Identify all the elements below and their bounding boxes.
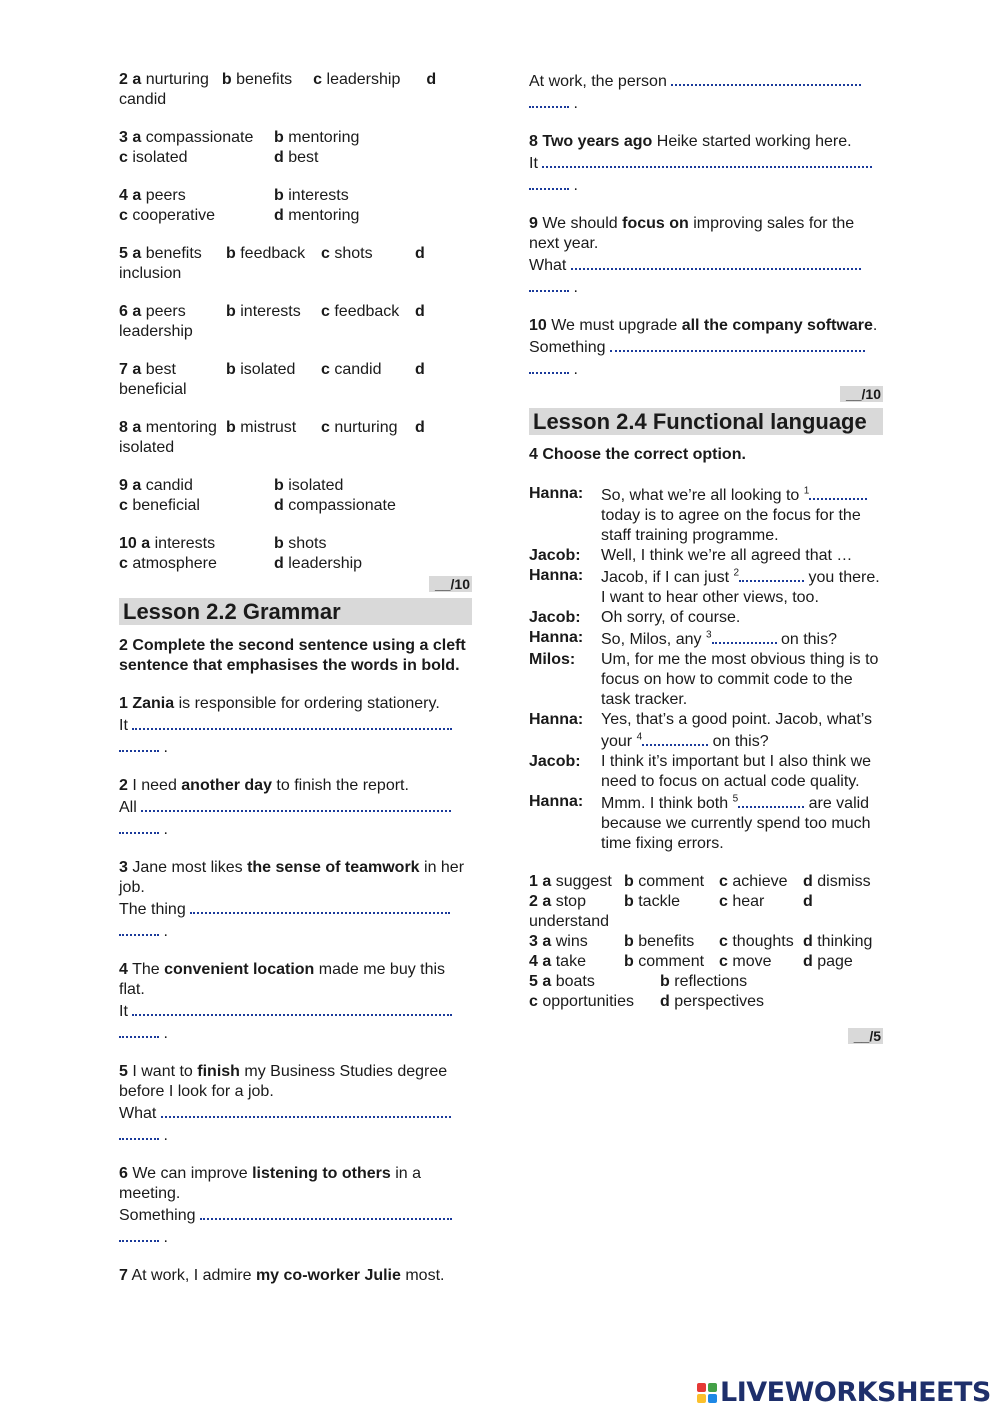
score-section-1: __/10 — [119, 574, 472, 594]
gap-2[interactable] — [739, 566, 804, 582]
speaker-label: Hanna: — [529, 567, 584, 584]
speaker-label: Jacob: — [529, 609, 581, 626]
speaker-label: Milos: — [529, 651, 576, 668]
grammar-item-7-answer: At work, the person . — [529, 70, 883, 114]
dialogue-line: Um, for me the most obvious thing is to focus on how to commit code to the task tracker. — [601, 651, 879, 708]
grammar-item-5: 5 I want to finish my Business Studies degree before I look for a job. What . — [119, 1062, 472, 1146]
vocab-item-4: 4 a peers b interests c cooperative d mentoring — [119, 187, 360, 224]
answer-blank-9-cont[interactable] — [529, 276, 569, 292]
option-row-5: 5 a boats b reflections — [529, 973, 748, 990]
grammar-item-4: 4 The convenient location made me buy this flat. It . — [119, 960, 472, 1044]
answer-blank-5[interactable] — [161, 1102, 451, 1118]
vocab-item-5: 5 a benefits b feedback c shots d inclusion — [119, 245, 425, 282]
dialogue-line: Oh sorry, of course. — [601, 609, 741, 626]
vocab-item-10: 10 a interests b shots c atmosphere d leadership — [119, 535, 363, 572]
answer-blank-9[interactable] — [571, 254, 861, 270]
speaker-label: Jacob: — [529, 753, 581, 770]
speaker-label: Hanna: — [529, 485, 584, 502]
right-column — [529, 70, 883, 1046]
grammar-item-9: 9 We should focus on improving sales for the next year. What . — [529, 214, 883, 298]
gap-3[interactable] — [712, 628, 777, 644]
score-section-2: __/10 — [529, 384, 883, 404]
speaker-label: Hanna: — [529, 793, 584, 810]
lesson-2-2-title: Lesson 2.2 Grammar — [119, 598, 472, 625]
answer-blank-8[interactable] — [542, 152, 872, 168]
dialogue-line: Mmm. I think both $^5$ are valid because we currently spend too much time fixing errors. — [601, 793, 871, 852]
answer-blank-4-cont[interactable] — [119, 1022, 159, 1038]
answer-blank-4[interactable] — [132, 1000, 452, 1016]
dialogue-line: So, what we’re all looking to $^1$ today is to agree on the focus for the staff training programme. — [601, 484, 883, 546]
answer-blank-10[interactable] — [610, 336, 865, 352]
answer-blank-10-cont[interactable] — [529, 358, 569, 374]
vocab-item-8: 8 a mentoring b mistrust c nurturing d isolated — [119, 419, 425, 456]
speaker-label: Hanna: — [529, 711, 584, 728]
answer-blank-8-cont[interactable] — [529, 174, 569, 190]
vocab-item-9: 9 a candid b isolated c beneficial d compassionate — [119, 477, 396, 514]
grammar-item-7: 7 At work, I admire my co-worker Julie most. — [119, 1267, 445, 1284]
vocab-item-2: 2 a nurturing b benefits c leadership d candid — [119, 71, 437, 108]
grammar-item-8: 8 Two years ago Heike started working here. It . — [529, 132, 883, 196]
lesson-2-4-title: Lesson 2.4 Functional language — [529, 408, 883, 435]
vocab-item-7: 7 a best b isolated c candid d beneficial — [119, 361, 425, 398]
answer-blank-7[interactable] — [671, 70, 861, 86]
dialogue-line: Yes, that’s a good point. Jacob, what’s your $^4$ on this? — [601, 711, 873, 750]
vocab-item-3: 3 a compassionate b mentoring c isolated d best — [119, 129, 360, 166]
vocab-item-6: 6 a peers b interests c feedback d leadership — [119, 303, 425, 340]
answer-blank-2[interactable] — [141, 796, 451, 812]
grammar-item-6: 6 We can improve listening to others in a meeting. Something . — [119, 1164, 472, 1248]
gap-5[interactable] — [738, 792, 804, 808]
dialogue — [529, 484, 883, 854]
speaker-label: Hanna: — [529, 629, 584, 646]
dialogue-line: So, Milos, any $^3$ on this? — [601, 629, 837, 648]
liveworksheets-logo[interactable] — [697, 1377, 991, 1409]
answer-blank-3-cont[interactable] — [119, 920, 159, 936]
option-row-4: 4 a take b comment c move d page — [529, 953, 853, 970]
answer-blank-5-cont[interactable] — [119, 1124, 159, 1140]
options-list: 1 a suggest b comment c achieve d dismiss 2 a stop b tackle c hear d understand 3 a wins b benefits c thoughts d thinking 4 a take b comment c move d page 5 a boats b reflections c opportunities d perspectives — [529, 872, 883, 1012]
option-row-1: 1 a suggest b comment c achieve d dismiss — [529, 873, 871, 890]
answer-blank-7-cont[interactable] — [529, 92, 569, 108]
answer-blank-3[interactable] — [190, 898, 450, 914]
score-section-3: __/5 — [529, 1026, 883, 1046]
gap-4[interactable] — [642, 730, 708, 746]
answer-blank-1[interactable] — [132, 714, 452, 730]
option-row-3: 3 a wins b benefits c thoughts d thinking — [529, 933, 873, 950]
answer-blank-1-cont[interactable] — [119, 736, 159, 752]
dialogue-line: Jacob, if I can just $^2$ you there. I want to hear other views, too. — [601, 567, 880, 606]
lesson-2-2-instruction: 2 Complete the second sentence using a cleft sentence that emphasises the words in bold. — [119, 637, 466, 674]
lesson-2-4-instruction: 4 Choose the correct option. — [529, 446, 746, 463]
grammar-item-3: 3 Jane most likes the sense of teamwork in her job. The thing . — [119, 859, 465, 940]
answer-blank-6-cont[interactable] — [119, 1226, 159, 1242]
grammar-item-2: 2 I need another day to finish the report. All . — [119, 776, 472, 840]
answer-blank-6[interactable] — [200, 1204, 452, 1220]
dialogue-line: Well, I think we’re all agreed that … — [601, 547, 853, 564]
left-column — [119, 70, 472, 1304]
logo-mark-icon — [697, 1383, 717, 1403]
gap-1[interactable] — [809, 484, 867, 500]
option-row-2: 2 a stop b tackle c hear d — [529, 893, 813, 910]
grammar-item-1: 1 Zania is responsible for ordering stationery. It . — [119, 694, 472, 758]
answer-blank-2-cont[interactable] — [119, 818, 159, 834]
logo-text: LIVEWORKSHEETS — [720, 1377, 991, 1408]
dialogue-line: I think it’s important but I also think we need to focus on actual code quality. — [601, 753, 872, 790]
grammar-item-10: 10 We must upgrade all the company software. Something . — [529, 317, 878, 378]
speaker-label: Jacob: — [529, 547, 581, 564]
